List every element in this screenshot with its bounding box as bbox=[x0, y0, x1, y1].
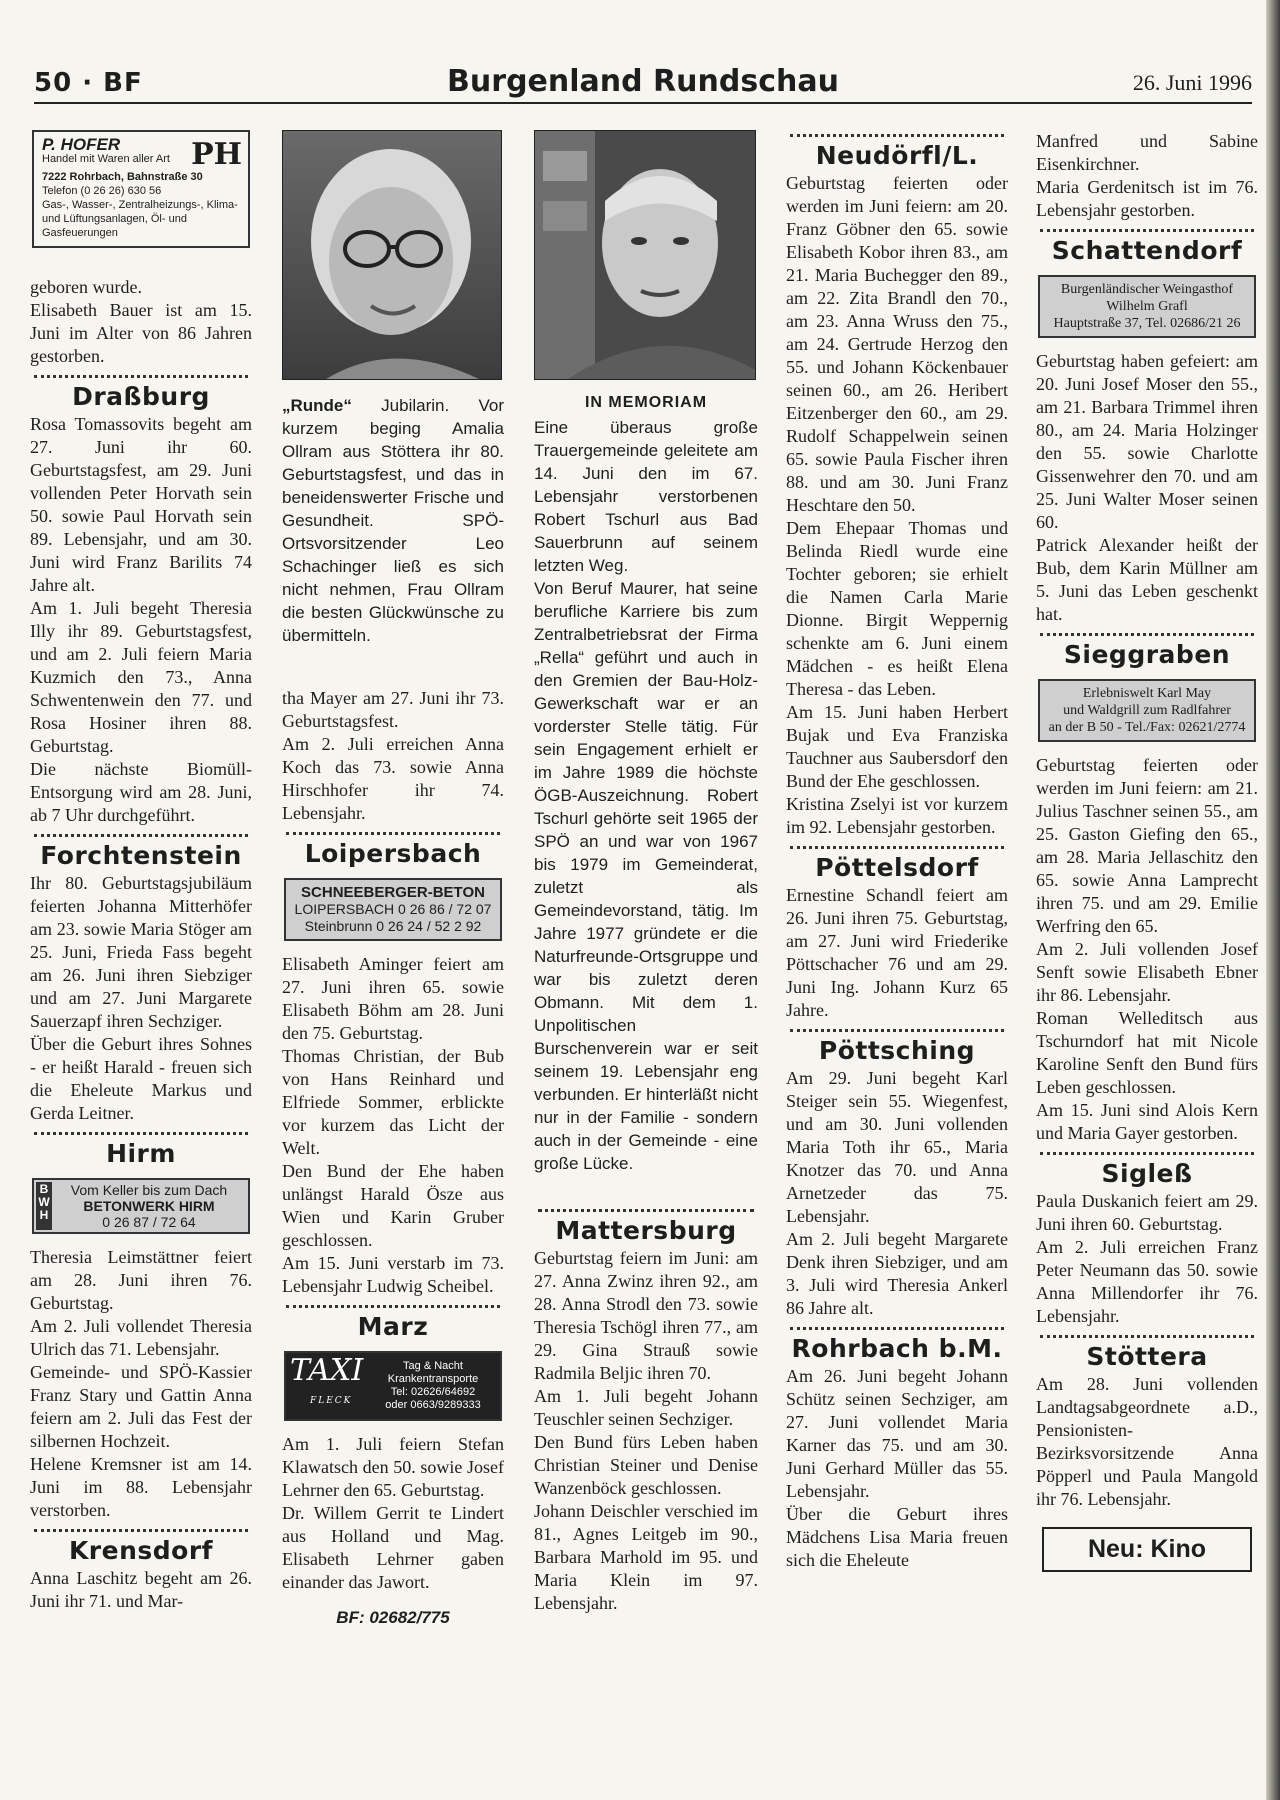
ad-karlmay-line: und Waldgrill zum Radlfahrer bbox=[1063, 703, 1231, 718]
kino-box: Neu: Kino bbox=[1042, 1527, 1252, 1572]
town-heading: Pöttelsdorf bbox=[815, 853, 979, 882]
paragraph: Am 28. Juni vollenden Landtagsabgeordnete a.D., Pensionisten-Bezirksvorsitzende Anna Pöpperl und Paula Mangold ihr 76. Lebensjahr. bbox=[1036, 1374, 1258, 1509]
ad-schneeberger-beton bbox=[284, 878, 502, 941]
paragraph: Elisabeth Aminger feiert am 27. Juni ihren 65. sowie Elisabeth Böhm am 28. Juni den 75. Geburtstag. bbox=[282, 954, 504, 1043]
ad-grafl-name: Wilhelm Grafl bbox=[1106, 299, 1188, 314]
ad-taxi-line: Tag & Nacht bbox=[403, 1360, 463, 1372]
dotted-separator bbox=[286, 832, 500, 835]
ad-grafl-line: Burgenländischer Weingasthof bbox=[1060, 282, 1234, 297]
paragraph: Anna Laschitz begeht am 26. Juni ihr 71. und Mar- bbox=[30, 1568, 252, 1611]
paragraph: Thomas Christian, der Bub von Hans Reinhard und Elfriede Sommer, erblickte vor kurzem das Licht der Welt. bbox=[282, 1046, 504, 1158]
town-heading: Sigleß bbox=[1101, 1159, 1193, 1188]
paragraph: Am 2. Juli begeht Margarete Denk ihren Siebziger, und am 3. Juli wird Theresia Ankerl 86 Jahre alt. bbox=[786, 1229, 1008, 1318]
ad-weingasthof-grafl bbox=[1038, 275, 1256, 338]
page-number: 50 · BF bbox=[34, 68, 143, 98]
paragraph: Die nächste Biomüll-Entsorgung wird am 28. Juni, ab 7 Uhr durchgeführt. bbox=[30, 759, 252, 825]
paragraph: Dem Ehepaar Thomas und Belinda Riedl wurde eine Tochter geboren; sie erhielt die Namen Carla Marie Dionne. Birgit Weppernig schenkte am 6. Juni einem Mädchen - es heißt Elena Theresa - das Leben. bbox=[786, 518, 1008, 699]
dotted-separator bbox=[538, 1209, 754, 1212]
paragraph: Am 2. Juli erreichen Anna Koch das 73. sowie Anna Hirschhofer ihr 74. Lebensjahr. bbox=[282, 734, 504, 823]
town-heading: Krensdorf bbox=[68, 1536, 214, 1565]
paragraph: Am 1. Juli begeht Johann Teuschler seinen Sechziger. bbox=[534, 1386, 758, 1429]
paragraph: Über die Geburt ihres Sohnes - er heißt Harald - freuen sich die Eheleute Markus und Gerda Leitner. bbox=[30, 1034, 252, 1123]
ad-bwh-text bbox=[52, 1182, 246, 1230]
taxi-logo-text: TAXI bbox=[290, 1353, 364, 1388]
paragraph: Am 15. Juni verstarb im 73. Lebensjahr Ludwig Scheibel. bbox=[282, 1253, 504, 1296]
paragraph: Am 2. Juli vollenden Josef Senft sowie Elisabeth Ebner ihr 86. Lebensjahr. bbox=[1036, 939, 1258, 1005]
dotted-separator bbox=[34, 1132, 248, 1135]
ad-schneeberger-phone: LOIPERSBACH 0 26 86 / 72 07 bbox=[294, 901, 492, 917]
paragraph: Am 15. Juni sind Alois Kern und Maria Gayer gestorben. bbox=[1036, 1100, 1258, 1143]
paragraph: Über die Geburt ihres Mädchens Lisa Maria freuen sich die Eheleute bbox=[786, 1504, 1008, 1570]
ad-karlmay-line: Erlebniswelt Karl May bbox=[1082, 686, 1212, 701]
page-edge-shadow bbox=[1266, 0, 1280, 1800]
town-heading: Marz bbox=[357, 1312, 429, 1341]
paragraph: Geburtstag feiern im Juni: am 27. Anna Zwinz ihren 92., am 28. Anna Strodl den 73. sowie Theresia Tschögl ihren 77., am 29. Gina Strauß sowie Radmila Beljic ihren 70. bbox=[534, 1248, 758, 1383]
paragraph: Paula Duskanich feiert am 29. Juni ihren 60. Geburtstag. bbox=[1036, 1191, 1258, 1234]
ad-hofer-name: P. HOFER bbox=[42, 135, 121, 154]
in-memoriam-title: IN MEMORIAM bbox=[584, 394, 708, 411]
paragraph: Geburtstag haben gefeiert: am 20. Juni Josef Moser den 55., am 21. Barbara Trimmel ihren 80., am 24. Maria Holzinger den 55. sowie Charlotte Gissenwehrer den 70. und am 25. Juni Walter Moser seinen 60. bbox=[1036, 351, 1258, 532]
column-3 bbox=[534, 130, 758, 1780]
paragraph: Am 2. Juli vollendet Theresia Ulrich das 71. Lebensjahr. bbox=[30, 1316, 252, 1359]
ad-hofer bbox=[32, 130, 250, 248]
paragraph: Elisabeth Bauer ist am 15. Juni im Alter von 86 Jahren gestorben. bbox=[30, 300, 252, 366]
bwh-logo: BWH bbox=[36, 1182, 52, 1230]
paragraph: Am 1. Juli begeht Theresia Illy ihr 89. Geburtstagsfest, und am 2. Juli feiern Maria Kuzmich den 73., Anna Schwentenwein den 77. und Rosa Hosiner ihren 88. Geburtstag. bbox=[30, 598, 252, 756]
paragraph: tha Mayer am 27. Juni ihr 73. Geburtstagsfest. bbox=[282, 688, 504, 731]
bf-contact-phone: BF: 02682/775 bbox=[336, 1608, 450, 1627]
column-2 bbox=[282, 130, 504, 1780]
paragraph: Gemeinde- und SPÖ-Kassier Franz Stary und Gattin Anna feiern am 2. Juli das Fest der silbernen Hochzeit. bbox=[30, 1362, 252, 1451]
paragraph: Am 15. Juni haben Herbert Bujak und Eva Franziska Tauchner aus Saubersdorf den Bund der Ehe geschlossen. bbox=[786, 702, 1008, 791]
issue-date: 26. Juni 1996 bbox=[1132, 70, 1252, 95]
town-heading: Mattersburg bbox=[555, 1216, 737, 1245]
town-heading: Forchtenstein bbox=[40, 841, 242, 870]
photo-caption bbox=[282, 394, 504, 647]
town-heading: Loipersbach bbox=[304, 839, 482, 868]
ad-hofer-address: 7222 Rohrbach, Bahnstraße 30 bbox=[42, 171, 203, 183]
ad-erlebniswelt-karl-may bbox=[1038, 679, 1256, 742]
taxi-logo-sub: FLECK bbox=[310, 1396, 353, 1406]
paragraph: Geburtstag feierten oder werden im Juni feiern: am 20. Franz Göbner den 65. sowie Elisabeth Kobor ihren 83., am 21. Maria Buchegger den 89., am 22. Zita Brandl den 70., am 23. Anna Wruss den 75., am 24. Gertrude Herzog den 55. und Johann Köckenbauer seinen 60., am 26. Heribert Eitzenberger den 60., am 29. Rudolf Schappelwein seinen 65. sowie Paula Fischer ihren 88. und am 30. Juni Franz Heschtare den 50. bbox=[786, 173, 1008, 515]
town-heading: Schattendorf bbox=[1051, 236, 1243, 265]
town-heading: Neudörfl/L. bbox=[815, 141, 979, 170]
ad-taxi-text bbox=[370, 1360, 496, 1412]
paragraph: Theresia Leimstättner feiert am 28. Juni ihren 76. Geburtstag. bbox=[30, 1247, 252, 1313]
town-heading: Rohrbach b.M. bbox=[791, 1334, 1003, 1363]
paragraph: Eine überaus große Trauergemeinde geleitete am 14. Juni den im 67. Lebensjahr verstorbenen Robert Tschurl aus Bad Sauerbrunn auf seinem letzten Weg. bbox=[534, 418, 758, 575]
paragraph: Von Beruf Maurer, hat seine berufliche Karriere bis zum Zentralbetriebsrat der Firma „Rella“ geführt und auch in den Gremien der Bau-Holz-Gewerkschaft war er an vorderster Stelle tätig. Für sein Engagement erhielt er im Jahre 1989 die höchste ÖGB-Auszeichnung. Robert Tschurl gehörte seit 1965 der SPÖ an und war von 1967 bis 1979 im Gemeinderat, zuletzt als Gemeindevorstand, tätig. Im Jahre 1977 gründete er die Naturfreunde-Ortsgruppe und war bis zuletzt deren Obmann. Mit dem 1. Unpolitischen Burschenverein war er seit seinem 19. Lebensjahr eng verbunden. Er hinterläßt nicht nur in der Familie - sondern auch in der Gemeinde - eine große Lücke. bbox=[534, 579, 758, 1173]
paragraph: Am 2. Juli erreichen Franz Peter Neumann das 50. sowie Anna Millendorfer ihr 76. Lebensjahr. bbox=[1036, 1237, 1258, 1326]
town-heading: Sieggraben bbox=[1063, 640, 1231, 669]
paragraph: Helene Kremsner ist am 14. Juni im 88. Lebensjahr verstorben. bbox=[30, 1454, 252, 1520]
column-4 bbox=[786, 130, 1008, 1780]
dotted-separator bbox=[1040, 229, 1254, 232]
town-heading: Pöttsching bbox=[818, 1036, 976, 1065]
hofer-logo: PH bbox=[191, 137, 242, 172]
paragraph: Maria Gerdenitsch ist im 76. Lebensjahr gestorben. bbox=[1036, 177, 1258, 220]
ad-hofer-phone: Telefon (0 26 26) 630 56 bbox=[42, 185, 162, 197]
town-heading: Draßburg bbox=[72, 382, 210, 411]
ad-grafl-address: Hauptstraße 37, Tel. 02686/21 26 bbox=[1053, 316, 1241, 331]
paragraph: Roman Welleditsch aus Tschurndorf hat mit Nicole Karoline Senft den Bund fürs Leben geschlossen. bbox=[1036, 1008, 1258, 1097]
town-heading: Hirm bbox=[106, 1139, 176, 1168]
taxi-logo bbox=[290, 1353, 370, 1416]
paragraph: Patrick Alexander heißt der Bub, dem Karin Müllner am 5. Juni das Leben geschenkt hat. bbox=[1036, 535, 1258, 624]
ad-bwh-phone: 0 26 87 / 72 64 bbox=[102, 1214, 196, 1230]
town-heading: Stöttera bbox=[1086, 1342, 1208, 1371]
paragraph: Dr. Willem Gerrit te Lindert aus Holland und Mag. Elisabeth Lehrner gaben einander das Jawort. bbox=[282, 1503, 504, 1592]
photo-jubilarin bbox=[282, 130, 502, 380]
paragraph: Kristina Zselyi ist vor kurzem im 92. Lebensjahr gestorben. bbox=[786, 794, 1008, 837]
paragraph: Am 1. Juli feiern Stefan Klawatsch den 50. sowie Josef Lehrner den 65. Geburtstag. bbox=[282, 1434, 504, 1500]
ad-taxi-fleck bbox=[284, 1351, 502, 1421]
ad-bwh-slogan: Vom Keller bis zum Dach bbox=[70, 1182, 228, 1198]
dotted-separator bbox=[34, 834, 248, 837]
newspaper-title: Burgenland Rundschau bbox=[447, 64, 839, 99]
portrait-man-image bbox=[535, 131, 756, 380]
ad-karlmay-phone: an der B 50 - Tel./Fax: 02621/2774 bbox=[1048, 720, 1246, 735]
dotted-separator bbox=[286, 1305, 500, 1308]
dotted-separator bbox=[790, 134, 1004, 137]
ad-betonwerk-hirm bbox=[32, 1178, 250, 1234]
ad-hofer-line: Handel mit Waren aller Art bbox=[42, 153, 170, 165]
paragraph: Manfred und Sabine Eisenkirchner. bbox=[1036, 131, 1258, 174]
ad-schneeberger-phone-2: Steinbrunn 0 26 24 / 52 2 92 bbox=[304, 918, 482, 934]
paragraph: Den Bund der Ehe haben unlängst Harald Ösze aus Wien und Karin Gruber geschlossen. bbox=[282, 1161, 504, 1250]
portrait-elderly-woman-image bbox=[283, 131, 502, 380]
ad-hofer-services: Gas-, Wasser-, Zentralheizungs-, Klima- und Lüftungsanlagen, Öl- und Gasfeuerungen bbox=[42, 199, 238, 239]
ad-taxi-phone-2: oder 0663/9289333 bbox=[385, 1399, 481, 1411]
paragraph: Den Bund fürs Leben haben Christian Steiner und Denise Wanzenböck geschlossen. bbox=[534, 1432, 758, 1498]
dotted-separator bbox=[1040, 633, 1254, 636]
dotted-separator bbox=[34, 1529, 248, 1532]
column-5 bbox=[1036, 130, 1258, 1780]
ad-taxi-phone: Tel: 02626/64692 bbox=[390, 1386, 476, 1398]
dotted-separator bbox=[790, 846, 1004, 849]
paragraph: Am 29. Juni begeht Karl Steiger sein 55. Wiegenfest, und am 30. Juni vollenden Maria Toth ihr 65., Maria Knotzer das 70. und Anna Arnetzeder das 75. Lebensjahr. bbox=[786, 1068, 1008, 1226]
paragraph: Rosa Tomassovits begeht am 27. Juni ihr 60. Geburtstagsfest, am 29. Juni vollenden Peter Horvath sein 50. sowie Paul Horvath sein 89. Lebensjahr, und am 30. Juni wird Franz Barilits 74 Jahre alt. bbox=[30, 414, 252, 595]
paragraph: Am 26. Juni begeht Johann Schütz seinen Sechziger, am 27. Juni vollendet Maria Karner das 75. und am 30. Juni Gerhard Müller das 55. Lebensjahr. bbox=[786, 1366, 1008, 1501]
dotted-separator bbox=[1040, 1335, 1254, 1338]
ad-schneeberger-name: SCHNEEBERGER-BETON bbox=[301, 884, 485, 901]
caption-text: Jubilarin. Vor kurzem beging Amalia Ollram aus Stöttera ihr 80. Geburtstagsfest, und das in beneidenswerter Frische und Gesundheit. SPÖ-Ortsvorsitzender Leo Schachinger ließ es sich nicht nehmen, Frau Ollram die besten Glückwünsche zu übermitteln. bbox=[282, 396, 504, 645]
dotted-separator bbox=[1040, 1152, 1254, 1155]
ad-taxi-line: Krankentransporte bbox=[387, 1373, 479, 1385]
paragraph: Geburtstag feierten oder werden im Juni feiern: am 21. Julius Taschner seinen 55., am 25. Gaston Giefing den 65., am 28. Maria Jellaschitz den 65. sowie Anna Lamprecht ihren 75. und am 29. Emilie Werfring den 65. bbox=[1036, 755, 1258, 936]
caption-lead: „Runde“ bbox=[282, 396, 352, 415]
dotted-separator bbox=[790, 1327, 1004, 1330]
page-header bbox=[34, 64, 1252, 104]
paragraph: Ihr 80. Geburtstagsjubiläum feierten Johanna Mitterhöfer am 23. sowie Maria Stöger am 25. Juni, Frieda Fass begeht am 26. Juni ihren Siebziger und am 27. Juni Margarete Sauerzapf ihren Sechziger. bbox=[30, 873, 252, 1031]
dotted-separator bbox=[34, 375, 248, 378]
paragraph: Johann Deischler verschied im 81., Agnes Leitgeb im 90., Barbara Marhold im 95. und Maria Klein im 97. Lebensjahr. bbox=[534, 1501, 758, 1613]
paragraph: geboren wurde. bbox=[30, 277, 142, 297]
photo-in-memoriam bbox=[534, 130, 756, 380]
paragraph: Ernestine Schandl feiert am 26. Juni ihren 75. Geburtstag, am 27. Juni wird Friederike Pöttschacher 76 und am 29. Juni Ing. Johann Kurz 65 Jahre. bbox=[786, 885, 1008, 1020]
column-1 bbox=[30, 130, 252, 1780]
dotted-separator bbox=[790, 1029, 1004, 1032]
ad-bwh-name: BETONWERK HIRM bbox=[83, 1198, 215, 1214]
